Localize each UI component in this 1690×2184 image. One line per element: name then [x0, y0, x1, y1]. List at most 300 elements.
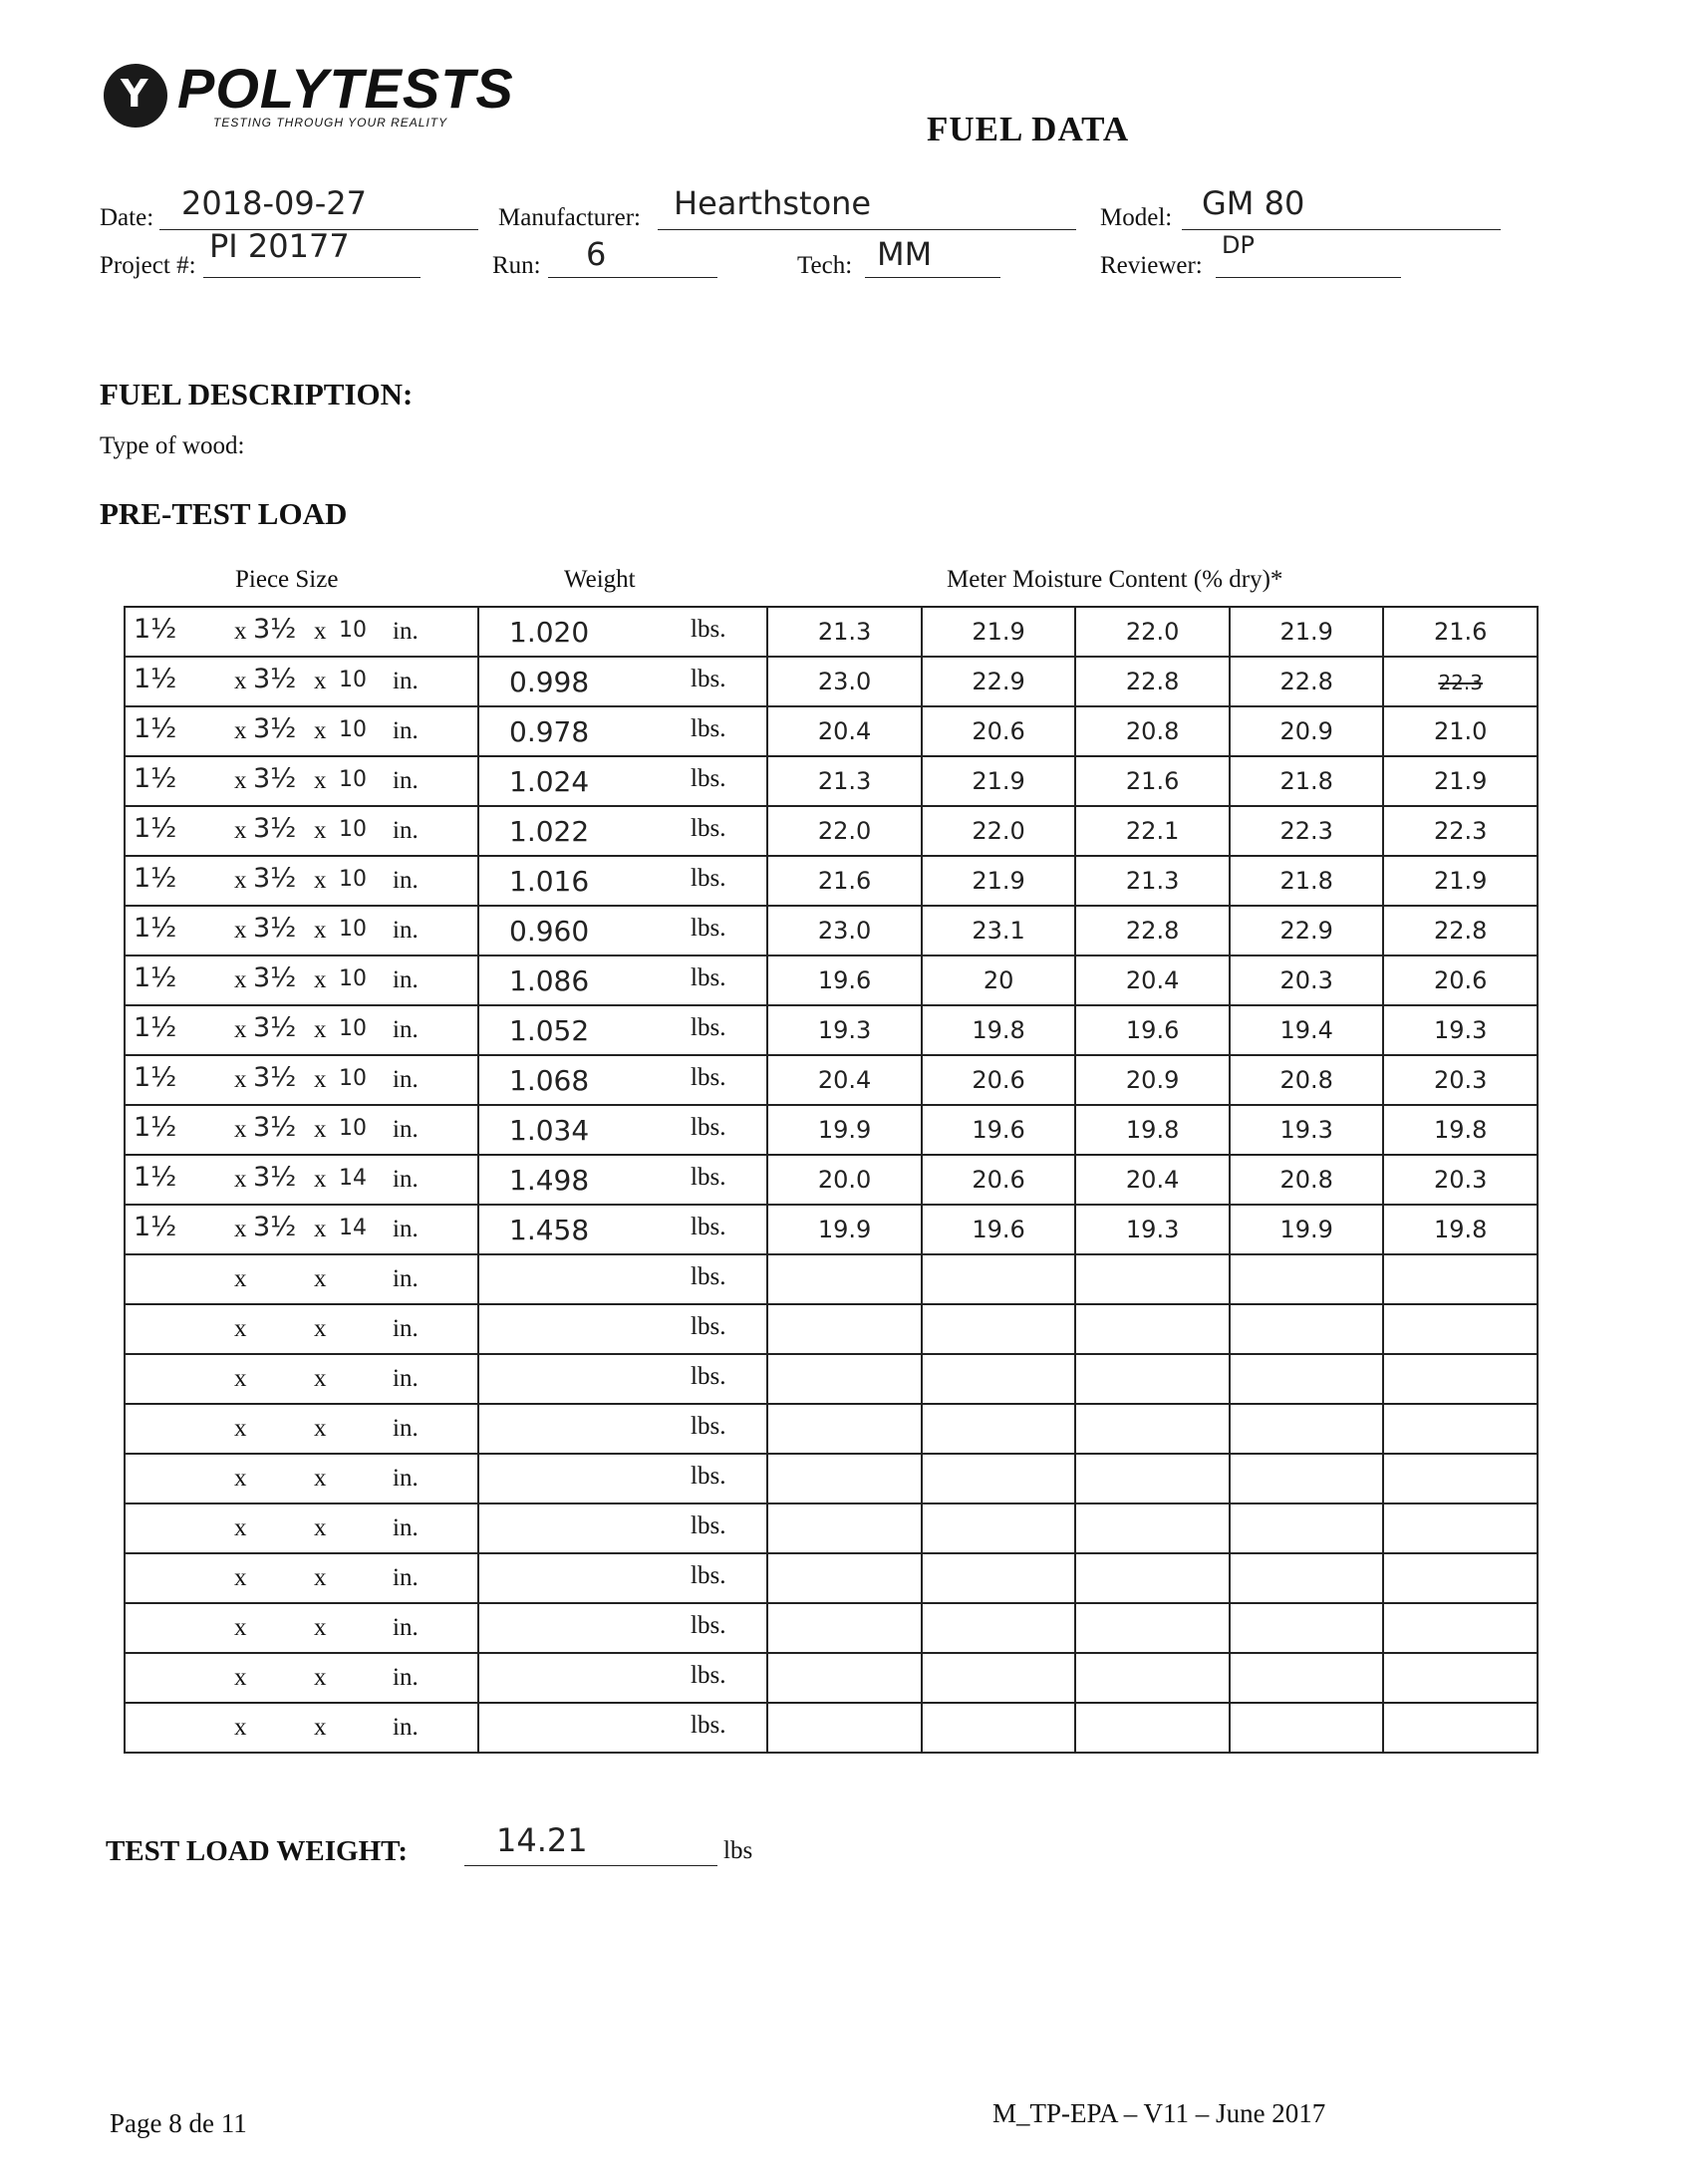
moisture-cell[interactable]: [1230, 1005, 1384, 1055]
moisture-value: 20.3: [1433, 1166, 1488, 1194]
moisture-cell[interactable]: [767, 856, 922, 906]
moisture-cell[interactable]: [922, 1553, 1076, 1603]
moisture-cell[interactable]: [1383, 806, 1538, 856]
weight-cell[interactable]: [478, 906, 767, 956]
moisture-value: 20.8: [1279, 1166, 1333, 1194]
moisture-value: 22.8: [1433, 917, 1488, 945]
piece-length: 10: [339, 966, 367, 991]
moisture-cell[interactable]: [1230, 607, 1384, 657]
moisture-value: 20.0: [817, 1166, 872, 1194]
moisture-cell[interactable]: [1075, 657, 1230, 706]
moisture-cell[interactable]: [767, 1553, 922, 1603]
inch-unit: in.: [393, 1365, 419, 1392]
moisture-cell[interactable]: [767, 607, 922, 657]
piece-length: 10: [339, 618, 367, 643]
reviewer-label: Reviewer:: [1100, 252, 1203, 279]
moisture-cell[interactable]: [922, 1005, 1076, 1055]
moisture-value: 19.3: [1433, 1016, 1488, 1044]
times-sign: x: [234, 618, 247, 645]
moisture-cell[interactable]: [1230, 906, 1384, 956]
moisture-value: 21.9: [1433, 867, 1488, 895]
piece-length: 10: [339, 1066, 367, 1091]
weight-cell[interactable]: [478, 1503, 767, 1553]
moisture-cell[interactable]: [1383, 1304, 1538, 1354]
weight-value: 1.022: [509, 815, 590, 848]
weight-cell[interactable]: [478, 756, 767, 806]
times-sign: x: [234, 1564, 247, 1591]
piece-size-header: Piece Size: [235, 566, 339, 593]
moisture-cell[interactable]: [1383, 1454, 1538, 1503]
moisture-cell[interactable]: [1075, 756, 1230, 806]
times-sign: x: [234, 668, 247, 694]
lbs-unit: lbs.: [691, 1313, 726, 1340]
piece-width: 3½: [253, 664, 297, 694]
inch-unit: in.: [393, 966, 419, 993]
weight-cell[interactable]: [478, 806, 767, 856]
moisture-header: Meter Moisture Content (% dry)*: [947, 566, 1283, 593]
moisture-cell[interactable]: [1075, 1304, 1230, 1354]
moisture-cell[interactable]: [1075, 1155, 1230, 1205]
model-value[interactable]: GM 80: [1202, 184, 1305, 222]
piece-length: 10: [339, 817, 367, 842]
times-sign: x: [314, 1116, 327, 1143]
moisture-value: 22.9: [972, 668, 1025, 695]
moisture-value: 21.3: [1125, 867, 1180, 895]
piece-thickness: 1½: [134, 813, 177, 844]
piece-size-cell[interactable]: [125, 906, 478, 956]
inch-unit: in.: [393, 1514, 419, 1541]
piece-size-cell[interactable]: [125, 1603, 478, 1653]
table-row: [125, 1553, 1538, 1603]
times-sign: x: [234, 1265, 247, 1292]
inch-unit: in.: [393, 1166, 419, 1193]
moisture-cell[interactable]: [922, 1703, 1076, 1753]
weight-cell[interactable]: [478, 1354, 767, 1404]
moisture-cell[interactable]: [1075, 1205, 1230, 1254]
piece-size-cell[interactable]: [125, 1155, 478, 1205]
moisture-cell[interactable]: [1075, 1404, 1230, 1454]
moisture-cell[interactable]: [1383, 906, 1538, 956]
inch-unit: in.: [393, 1315, 419, 1342]
moisture-cell[interactable]: [1230, 1703, 1384, 1753]
moisture-cell[interactable]: [1075, 1005, 1230, 1055]
piece-width: 3½: [253, 614, 297, 645]
piece-size-cell[interactable]: [125, 1205, 478, 1254]
lbs-unit: lbs.: [691, 666, 726, 692]
moisture-value: 20.9: [1125, 1066, 1180, 1094]
piece-width: 3½: [253, 1112, 297, 1143]
table-row: [125, 906, 1538, 956]
moisture-cell[interactable]: [1230, 1055, 1384, 1105]
document-title: FUEL DATA: [927, 110, 1130, 148]
moisture-cell[interactable]: [1075, 1553, 1230, 1603]
times-sign: x: [234, 1714, 247, 1741]
moisture-cell[interactable]: [922, 856, 1076, 906]
times-sign: x: [314, 1166, 327, 1193]
moisture-cell[interactable]: [1383, 956, 1538, 1005]
times-sign: x: [314, 917, 327, 944]
times-sign: x: [234, 1066, 247, 1093]
moisture-cell[interactable]: [1383, 1553, 1538, 1603]
moisture-cell[interactable]: [922, 1653, 1076, 1703]
times-sign: x: [234, 867, 247, 894]
weight-cell[interactable]: [478, 657, 767, 706]
weight-cell[interactable]: [478, 1304, 767, 1354]
weight-value: 1.016: [509, 865, 590, 898]
type-of-wood-label: Type of wood:: [100, 432, 245, 459]
lbs-unit: lbs.: [691, 1413, 726, 1440]
lbs-unit: lbs.: [691, 815, 726, 842]
moisture-cell[interactable]: [1230, 1105, 1384, 1155]
moisture-cell[interactable]: [1383, 1653, 1538, 1703]
moisture-cell[interactable]: [767, 706, 922, 756]
piece-size-cell[interactable]: [125, 1503, 478, 1553]
piece-length: 10: [339, 717, 367, 742]
times-sign: x: [234, 767, 247, 794]
moisture-cell[interactable]: [1075, 1454, 1230, 1503]
moisture-value: 19.8: [1433, 1116, 1488, 1144]
piece-size-cell[interactable]: [125, 806, 478, 856]
piece-size-cell[interactable]: [125, 1005, 478, 1055]
times-sign: x: [234, 1166, 247, 1193]
moisture-value: 20.4: [1125, 966, 1180, 994]
moisture-cell[interactable]: [1075, 1354, 1230, 1404]
piece-width: 3½: [253, 962, 297, 993]
moisture-cell[interactable]: [1383, 1155, 1538, 1205]
moisture-cell[interactable]: [1230, 1404, 1384, 1454]
times-sign: x: [234, 1415, 247, 1442]
moisture-cell[interactable]: [767, 1603, 922, 1653]
tech-value[interactable]: MM: [877, 235, 933, 273]
moisture-cell[interactable]: [1230, 1553, 1384, 1603]
moisture-cell[interactable]: [922, 657, 1076, 706]
moisture-cell[interactable]: [767, 1254, 922, 1304]
times-sign: x: [234, 917, 247, 944]
moisture-cell[interactable]: [767, 906, 922, 956]
inch-unit: in.: [393, 1415, 419, 1442]
moisture-cell[interactable]: [922, 1503, 1076, 1553]
piece-length: 10: [339, 867, 367, 892]
weight-cell[interactable]: [478, 1055, 767, 1105]
moisture-cell[interactable]: [1075, 1055, 1230, 1105]
inch-unit: in.: [393, 1614, 419, 1641]
weight-cell[interactable]: [478, 1653, 767, 1703]
moisture-cell[interactable]: [922, 1454, 1076, 1503]
test-load-weight-label: TEST LOAD WEIGHT:: [106, 1835, 408, 1867]
moisture-cell[interactable]: [1383, 1404, 1538, 1454]
times-sign: x: [234, 817, 247, 844]
lbs-unit: lbs.: [691, 765, 726, 792]
run-value[interactable]: 6: [586, 235, 607, 273]
inch-unit: in.: [393, 1016, 419, 1043]
times-sign: x: [314, 1465, 327, 1492]
moisture-cell[interactable]: [1383, 1603, 1538, 1653]
moisture-cell[interactable]: [1383, 706, 1538, 756]
moisture-value: 22.0: [1125, 618, 1180, 646]
moisture-value: 19.3: [1125, 1216, 1180, 1243]
moisture-cell[interactable]: [1383, 1254, 1538, 1304]
piece-thickness: 1½: [134, 763, 177, 794]
moisture-cell[interactable]: [922, 1105, 1076, 1155]
moisture-cell[interactable]: [922, 607, 1076, 657]
piece-width: 3½: [253, 763, 297, 794]
moisture-cell[interactable]: [1383, 657, 1538, 706]
moisture-cell[interactable]: [922, 756, 1076, 806]
weight-cell[interactable]: [478, 1254, 767, 1304]
lbs-unit: lbs.: [691, 1064, 726, 1091]
moisture-cell[interactable]: [1383, 1503, 1538, 1553]
company-logo: [104, 57, 514, 130]
moisture-cell[interactable]: [922, 1155, 1076, 1205]
piece-width: 3½: [253, 813, 297, 844]
piece-thickness: 1½: [134, 1212, 177, 1242]
moisture-cell[interactable]: [1075, 1105, 1230, 1155]
piece-width: 3½: [253, 1212, 297, 1242]
moisture-cell[interactable]: [1075, 856, 1230, 906]
project-value[interactable]: PI 20177: [209, 227, 350, 265]
inch-unit: in.: [393, 668, 419, 694]
moisture-cell[interactable]: [1230, 706, 1384, 756]
moisture-cell[interactable]: [767, 1005, 922, 1055]
weight-value: 1.086: [509, 964, 590, 997]
moisture-cell[interactable]: [1230, 1155, 1384, 1205]
moisture-cell[interactable]: [767, 657, 922, 706]
piece-thickness: 1½: [134, 913, 177, 944]
moisture-cell[interactable]: [767, 806, 922, 856]
piece-size-cell[interactable]: [125, 1454, 478, 1503]
moisture-value: 21.3: [817, 618, 872, 646]
moisture-value: 23.1: [972, 917, 1025, 945]
piece-size-cell[interactable]: [125, 607, 478, 657]
piece-size-cell[interactable]: [125, 1105, 478, 1155]
moisture-cell[interactable]: [1075, 1703, 1230, 1753]
inch-unit: in.: [393, 767, 419, 794]
moisture-cell[interactable]: [1230, 956, 1384, 1005]
weight-cell[interactable]: [478, 1703, 767, 1753]
piece-thickness: 1½: [134, 1012, 177, 1043]
piece-size-cell[interactable]: [125, 856, 478, 906]
moisture-cell[interactable]: [767, 1703, 922, 1753]
moisture-value: 21.9: [1433, 767, 1488, 795]
moisture-cell[interactable]: [767, 1304, 922, 1354]
moisture-cell[interactable]: [922, 1304, 1076, 1354]
table-row: [125, 1603, 1538, 1653]
inch-unit: in.: [393, 618, 419, 645]
piece-size-cell[interactable]: [125, 1055, 478, 1105]
times-sign: x: [234, 1664, 247, 1691]
test-load-weight-value[interactable]: 14.21: [496, 1821, 588, 1859]
moisture-cell[interactable]: [1230, 1603, 1384, 1653]
moisture-value: 19.6: [817, 966, 872, 994]
moisture-cell[interactable]: [1383, 756, 1538, 806]
piece-thickness: 1½: [134, 1162, 177, 1193]
moisture-cell[interactable]: [767, 1205, 922, 1254]
piece-width: 3½: [253, 863, 297, 894]
weight-cell[interactable]: [478, 1553, 767, 1603]
moisture-cell[interactable]: [1230, 856, 1384, 906]
moisture-value: 20.3: [1433, 1066, 1488, 1094]
piece-length: 10: [339, 917, 367, 942]
moisture-cell[interactable]: [1075, 1503, 1230, 1553]
moisture-cell[interactable]: [922, 956, 1076, 1005]
times-sign: x: [234, 1365, 247, 1392]
moisture-cell[interactable]: [922, 706, 1076, 756]
moisture-value: 19.6: [972, 1116, 1025, 1144]
moisture-cell[interactable]: [922, 1254, 1076, 1304]
moisture-cell[interactable]: [1075, 1254, 1230, 1304]
inch-unit: in.: [393, 1116, 419, 1143]
weight-cell[interactable]: [478, 1005, 767, 1055]
weight-cell[interactable]: [478, 1404, 767, 1454]
moisture-cell[interactable]: [1230, 1205, 1384, 1254]
brand-tagline: TESTING THROUGH YOUR REALITY: [213, 116, 448, 130]
moisture-cell[interactable]: [1230, 756, 1384, 806]
table-row: [125, 1055, 1538, 1105]
weight-cell[interactable]: [478, 1155, 767, 1205]
manufacturer-value[interactable]: Hearthstone: [674, 184, 872, 222]
moisture-cell[interactable]: [1075, 906, 1230, 956]
piece-size-cell[interactable]: [125, 956, 478, 1005]
reviewer-value[interactable]: DP: [1222, 231, 1255, 259]
moisture-cell[interactable]: [1075, 806, 1230, 856]
moisture-value: 19.9: [817, 1216, 872, 1243]
moisture-cell[interactable]: [922, 1055, 1076, 1105]
moisture-cell[interactable]: [1075, 607, 1230, 657]
moisture-cell[interactable]: [767, 1155, 922, 1205]
moisture-cell[interactable]: [1383, 607, 1538, 657]
inch-unit: in.: [393, 1066, 419, 1093]
moisture-value: 21.6: [817, 867, 872, 895]
moisture-cell[interactable]: [1075, 956, 1230, 1005]
moisture-cell[interactable]: [1383, 1105, 1538, 1155]
piece-size-cell[interactable]: [125, 1304, 478, 1354]
moisture-cell[interactable]: [767, 1503, 922, 1553]
piece-size-cell[interactable]: [125, 1254, 478, 1304]
moisture-cell[interactable]: [1230, 1254, 1384, 1304]
moisture-cell[interactable]: [1383, 856, 1538, 906]
moisture-cell[interactable]: [922, 1205, 1076, 1254]
moisture-cell[interactable]: [1383, 1354, 1538, 1404]
moisture-cell[interactable]: [922, 1603, 1076, 1653]
moisture-value: 22.0: [817, 817, 872, 845]
moisture-cell[interactable]: [767, 1055, 922, 1105]
moisture-cell[interactable]: [767, 1653, 922, 1703]
piece-thickness: 1½: [134, 1062, 177, 1093]
inch-unit: in.: [393, 1564, 419, 1591]
moisture-value: 21.0: [1433, 717, 1488, 745]
times-sign: x: [314, 1714, 327, 1741]
moisture-cell[interactable]: [922, 806, 1076, 856]
piece-size-cell[interactable]: [125, 1703, 478, 1753]
moisture-cell[interactable]: [1075, 1653, 1230, 1703]
polytests-logo-icon: Y: [104, 64, 167, 128]
piece-size-cell[interactable]: [125, 1653, 478, 1703]
lbs-unit: lbs.: [691, 1263, 726, 1290]
moisture-cell[interactable]: [1383, 1703, 1538, 1753]
moisture-cell[interactable]: [1075, 1603, 1230, 1653]
moisture-cell[interactable]: [1383, 1055, 1538, 1105]
moisture-value: 21.6: [1125, 767, 1180, 795]
moisture-cell[interactable]: [922, 1404, 1076, 1454]
moisture-cell[interactable]: [767, 1354, 922, 1404]
piece-thickness: 1½: [134, 713, 177, 744]
weight-value: 1.458: [509, 1214, 590, 1246]
moisture-cell[interactable]: [922, 1354, 1076, 1404]
moisture-value: 21.6: [1433, 618, 1488, 646]
weight-value: 0.960: [509, 915, 590, 948]
weight-cell[interactable]: [478, 1105, 767, 1155]
times-sign: x: [314, 1016, 327, 1043]
run-label: Run:: [492, 252, 541, 279]
moisture-cell[interactable]: [1230, 1454, 1384, 1503]
moisture-cell[interactable]: [1230, 1304, 1384, 1354]
moisture-cell[interactable]: [1230, 1503, 1384, 1553]
moisture-value: 21.3: [817, 767, 872, 795]
moisture-cell[interactable]: [1230, 657, 1384, 706]
lbs-unit: lbs.: [691, 964, 726, 991]
moisture-cell[interactable]: [1230, 1653, 1384, 1703]
date-label: Date:: [100, 204, 154, 231]
times-sign: x: [314, 1265, 327, 1292]
piece-size-cell[interactable]: [125, 706, 478, 756]
moisture-value: 19.8: [1125, 1116, 1180, 1144]
moisture-cell[interactable]: [1075, 706, 1230, 756]
inch-unit: in.: [393, 1265, 419, 1292]
times-sign: x: [314, 668, 327, 694]
moisture-cell[interactable]: [767, 756, 922, 806]
moisture-cell[interactable]: [1383, 1005, 1538, 1055]
moisture-value: 19.3: [817, 1016, 872, 1044]
moisture-cell[interactable]: [1230, 1354, 1384, 1404]
moisture-cell[interactable]: [767, 1404, 922, 1454]
moisture-value: 21.9: [1279, 618, 1333, 646]
lbs-unit: lbs.: [691, 715, 726, 742]
moisture-value: 22.8: [1125, 917, 1180, 945]
moisture-cell[interactable]: [1383, 1205, 1538, 1254]
times-sign: x: [314, 1315, 327, 1342]
moisture-cell[interactable]: [767, 1454, 922, 1503]
inch-unit: in.: [393, 817, 419, 844]
document-id: M_TP-EPA – V11 – June 2017: [992, 2098, 1326, 2128]
piece-thickness: 1½: [134, 664, 177, 694]
moisture-value: 19.6: [1125, 1016, 1180, 1044]
piece-size-cell[interactable]: [125, 1404, 478, 1454]
lbs-unit: lbs.: [691, 915, 726, 942]
weight-cell[interactable]: [478, 706, 767, 756]
piece-size-cell[interactable]: [125, 756, 478, 806]
lbs-unit: lbs.: [691, 865, 726, 892]
times-sign: x: [314, 867, 327, 894]
piece-size-cell[interactable]: [125, 657, 478, 706]
times-sign: x: [314, 767, 327, 794]
moisture-cell[interactable]: [1230, 806, 1384, 856]
weight-cell[interactable]: [478, 1603, 767, 1653]
moisture-value: 21.9: [972, 618, 1025, 646]
weight-cell[interactable]: [478, 607, 767, 657]
moisture-cell[interactable]: [767, 956, 922, 1005]
weight-cell[interactable]: [478, 1205, 767, 1254]
weight-cell[interactable]: [478, 956, 767, 1005]
moisture-cell[interactable]: [922, 906, 1076, 956]
moisture-value: 20.6: [1433, 966, 1488, 994]
piece-size-cell[interactable]: [125, 1354, 478, 1404]
date-value[interactable]: 2018-09-27: [181, 184, 367, 222]
weight-cell[interactable]: [478, 856, 767, 906]
piece-length: 14: [339, 1166, 367, 1191]
moisture-cell[interactable]: [767, 1105, 922, 1155]
piece-size-cell[interactable]: [125, 1553, 478, 1603]
weight-cell[interactable]: [478, 1454, 767, 1503]
